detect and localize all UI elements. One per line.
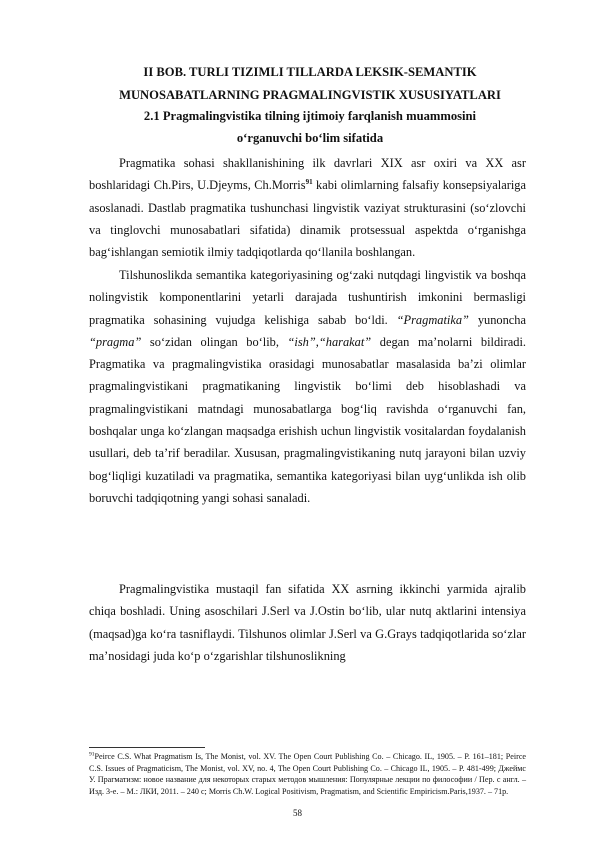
footnote-text: Peirce C.S. What Pragmatism Is, The Monist, vol. XV. The Open Court Publishing Co. – Chicago. IL, 1905. – P. 161–181; Peirce C.S. Issues of Pragmaticism, The Monist, vol. XV, no. 4, The Open Court Publishing Co. – Chicago IL, 1905. – P. 481-499; Джеймс У. Прагматизм: новое название для некоторых старых методов мышления: Популярные лекции по философии / Пер. с англ. – Изд. 3-е. – М.: ЛКИ, 2011. – 240 с; Morris Ch.W. Logical Positivism, Pragmatism, and Scientific Empiricism.Paris,1937. – 71p.	[89, 752, 526, 796]
footnote-divider	[89, 747, 205, 748]
paragraph-2-part-3: so‘zidan olingan bo‘lib,	[141, 334, 288, 349]
italic-term-ish-harakat: “ish”,“harakat”	[287, 334, 372, 349]
paragraph-1-before: Pragmatika sohasi shakllanishining ilk davrlari XIX asr oxiri va XX asr boshlaridagi Ch.Pirs, U.Djeyms, Ch.Morris	[89, 156, 526, 193]
footnote-number: 91	[89, 751, 95, 758]
paragraph-2-part-4: degan ma’nolarni bildiradi. Pragmatika va pragmalingvistika orasidagi munosabatlar masalasida ba’zi olimlar pragmalingvistikani pragmatikaning lingvistik bo‘limi deb hisoblashadi va pragmalingvistikani matndagi munosabatlarga bog‘liq ravishda o‘rganuvchi fan, boshqalar unga ko‘zlangan maqsadga erishish uchun lingvistik vositalardan foydalanish usullari, deb ta’rif beradilar. Xususan, pragmalingvistikaning nutq jarayoni bilan uzviy bog‘liqligi kuzatiladi va pragmatika, semantika kategoriyasi bilan uyg‘unlikda ish olib boruvchi tadqiqotning yangi sohasi sanaladi.	[89, 334, 526, 505]
footnote	[89, 751, 526, 797]
paragraph-2	[89, 264, 526, 509]
italic-term-pragma: “pragma”	[89, 334, 142, 349]
paragraph-1	[89, 152, 526, 263]
paragraph-2-part-2: yunoncha	[468, 312, 526, 327]
italic-term-pragmatika: “Pragmatika”	[396, 312, 469, 327]
section-title-line-1: 2.1 Pragmalingvistika tilning ijtimoiy farqlanish muammosini	[143, 109, 477, 123]
page-number: 58	[293, 808, 302, 818]
chapter-title-line-2: MUNOSABATLARNING PRAGMALINGVISTIK XUSUSIYATLARI	[119, 88, 501, 102]
chapter-title-line-1: II BOB. TURLI TIZIMLI TILLARDA LEKSIK-SEMANTIK	[143, 65, 477, 79]
paragraph-3: Pragmalingvistika mustaqil fan sifatida XX asrning ikkinchi yarmida ajralib chiqa boshladi. Uning asoschilari J.Serl va J.Ostin bo‘lib, ular nutq aktlarini intensiya (maqsad)ga ko‘ra tasniflaydi. Tilshunos olimlar J.Serl va G.Grays tadqiqotlarida so‘zlar ma’nosidagi juda ko‘p o‘zgarishlar tilshunoslikning	[89, 582, 526, 663]
footnote-reference[interactable]: 91	[305, 178, 313, 187]
section-title-line-2: o‘rganuvchi bo‘lim sifatida	[236, 131, 384, 145]
paragraph-1-after: kabi olimlarning falsafiy konsepsiyalariga asoslanadi. Dastlab pragmatika tushunchasi lingvistik vaziyat strukturasini (so‘zlovchi va tinglovchi munosabatlari sifatida) dinamik protsessual aspektda o‘rganishga bag‘ishlangan semiotik ilmiy tadqiqotlarda qo‘llanila boshlangan.	[89, 178, 526, 260]
paragraph-2-part-1: Tilshunoslikda semantika kategoriyasining og‘zaki nutqdagi lingvistik va boshqa nolingvistik komponentlarini yetarli darajada tushuntirish imkonini bermasligi pragmatika sohasining vujudga kelishiga sabab bo‘ldi.	[89, 268, 526, 327]
